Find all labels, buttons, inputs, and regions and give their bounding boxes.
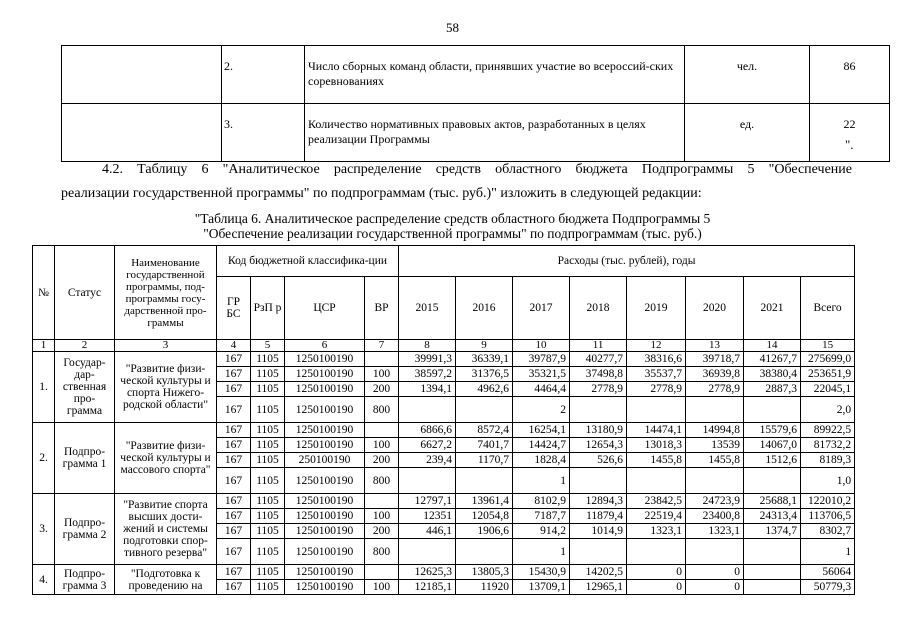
vr-code: 100	[365, 509, 399, 524]
year-amount: 0	[627, 580, 686, 595]
year-amount	[570, 397, 627, 423]
amendment-paragraph-line-2: реализации государственной программы" по подпрограммам (тыс. руб.)" изложить в следующей редакции:	[61, 186, 702, 201]
csr-code: 1250100190	[285, 367, 365, 382]
year-amount	[744, 565, 801, 580]
rzpr-code: 1105	[251, 438, 285, 453]
vr-code: 200	[365, 453, 399, 468]
total-amount: 2,0	[801, 397, 855, 423]
year-amount: 24313,4	[744, 509, 801, 524]
col-header-year: 2021	[744, 277, 801, 340]
indicator-unit: чел.	[685, 46, 810, 104]
year-amount: 239,4	[399, 453, 456, 468]
column-index: 14	[744, 340, 801, 352]
header-row	[33, 246, 855, 277]
year-amount: 12965,1	[570, 580, 627, 595]
grbs-code: 167	[217, 468, 251, 494]
grbs-code: 167	[217, 423, 251, 438]
year-amount: 41267,7	[744, 352, 801, 367]
total-amount: 56064	[801, 565, 855, 580]
year-amount: 12797,1	[399, 494, 456, 509]
csr-code: 1250100190	[285, 352, 365, 367]
csr-code: 1250100190	[285, 524, 365, 539]
column-index: 2	[55, 340, 115, 352]
year-amount	[744, 580, 801, 595]
year-amount: 914,2	[513, 524, 570, 539]
budget-distribution-table	[32, 245, 855, 595]
year-amount: 526,6	[570, 453, 627, 468]
csr-code: 1250100190	[285, 468, 365, 494]
column-index: 6	[285, 340, 365, 352]
year-amount: 7187,7	[513, 509, 570, 524]
rzpr-code: 1105	[251, 382, 285, 397]
grbs-code: 167	[217, 367, 251, 382]
col-header-num: №	[33, 246, 55, 340]
year-amount: 8572,4	[456, 423, 513, 438]
year-amount: 38597,2	[399, 367, 456, 382]
vr-code: 100	[365, 580, 399, 595]
year-amount: 13961,4	[456, 494, 513, 509]
year-amount: 12625,3	[399, 565, 456, 580]
year-amount: 16254,1	[513, 423, 570, 438]
indicator-unit: ед.	[685, 104, 810, 162]
total-amount: 8302,7	[801, 524, 855, 539]
grbs-code: 167	[217, 382, 251, 397]
year-amount: 14424,7	[513, 438, 570, 453]
row-number: 1.	[33, 352, 55, 423]
column-index-row	[33, 340, 855, 352]
vr-code: 800	[365, 397, 399, 423]
total-amount: 113706,5	[801, 509, 855, 524]
closing-quote: ".	[845, 137, 854, 152]
csr-code: 1250100190	[285, 565, 365, 580]
grbs-code: 167	[217, 494, 251, 509]
year-amount	[399, 539, 456, 565]
grbs-code: 167	[217, 352, 251, 367]
csr-code: 1250100190	[285, 423, 365, 438]
year-amount: 1	[513, 539, 570, 565]
csr-code: 1250100190	[285, 509, 365, 524]
year-amount: 12185,1	[399, 580, 456, 595]
year-amount: 8102,9	[513, 494, 570, 509]
rzpr-code: 1105	[251, 397, 285, 423]
total-amount: 275699,0	[801, 352, 855, 367]
rzpr-code: 1105	[251, 423, 285, 438]
rzpr-code: 1105	[251, 509, 285, 524]
vr-code	[365, 352, 399, 367]
total-amount: 81732,2	[801, 438, 855, 453]
year-amount: 15579,6	[744, 423, 801, 438]
col-header-year: 2016	[456, 277, 513, 340]
rzpr-code: 1105	[251, 524, 285, 539]
grbs-code: 167	[217, 509, 251, 524]
year-amount: 23842,5	[627, 494, 686, 509]
column-index: 5	[251, 340, 285, 352]
year-amount: 14202,5	[570, 565, 627, 580]
column-index: 11	[570, 340, 627, 352]
grbs-code: 167	[217, 438, 251, 453]
year-amount	[686, 539, 744, 565]
indicator-value: 86	[810, 46, 890, 104]
page-number: 58	[446, 20, 459, 35]
table-row	[62, 46, 890, 104]
total-amount: 122010,2	[801, 494, 855, 509]
year-amount: 7401,7	[456, 438, 513, 453]
year-amount: 38316,6	[627, 352, 686, 367]
csr-code: 1250100190	[285, 580, 365, 595]
indicator-text: Количество нормативных правовых актов, разработанных в целях реализации Программы	[305, 104, 685, 162]
year-amount	[570, 468, 627, 494]
year-amount: 13709,1	[513, 580, 570, 595]
total-amount: 89922,5	[801, 423, 855, 438]
year-amount: 4464,4	[513, 382, 570, 397]
col-header-total: Всего	[801, 277, 855, 340]
amendment-paragraph-line-1: 4.2. Таблицу 6 "Аналитическое распределение средств областного бюджета Подпрограммы 5 "Обеспечение	[102, 162, 852, 177]
year-amount: 14474,1	[627, 423, 686, 438]
year-amount	[627, 397, 686, 423]
year-amount	[686, 397, 744, 423]
year-amount	[456, 468, 513, 494]
year-amount: 25688,1	[744, 494, 801, 509]
program-name: "Развитие спорта высших дости-жений и системы подготовки спор-тивного резерва"	[115, 494, 217, 565]
year-amount: 35321,5	[513, 367, 570, 382]
total-amount: 22045,1	[801, 382, 855, 397]
year-amount: 6866,6	[399, 423, 456, 438]
col-header-expenses: Расходы (тыс. рублей), годы	[399, 246, 855, 277]
year-amount: 2778,9	[627, 382, 686, 397]
vr-code	[365, 423, 399, 438]
year-amount: 39718,7	[686, 352, 744, 367]
column-index: 1	[33, 340, 55, 352]
grbs-code: 167	[217, 580, 251, 595]
year-amount: 1455,8	[686, 453, 744, 468]
year-amount: 13018,3	[627, 438, 686, 453]
year-amount: 36939,8	[686, 367, 744, 382]
year-amount: 36339,1	[456, 352, 513, 367]
year-amount: 39787,9	[513, 352, 570, 367]
column-index: 3	[115, 340, 217, 352]
year-amount	[456, 397, 513, 423]
total-amount: 1,0	[801, 468, 855, 494]
column-index: 10	[513, 340, 570, 352]
vr-code: 100	[365, 438, 399, 453]
column-index: 8	[399, 340, 456, 352]
col-header-name: Наименование государственной программы, под-программы госу-дарственной про-граммы	[115, 246, 217, 340]
year-amount: 35537,7	[627, 367, 686, 382]
year-amount	[456, 539, 513, 565]
year-amount: 2778,9	[570, 382, 627, 397]
year-amount: 12894,3	[570, 494, 627, 509]
row-number: 3.	[222, 104, 305, 162]
year-amount: 13539	[686, 438, 744, 453]
column-index: 7	[365, 340, 399, 352]
year-amount: 24723,9	[686, 494, 744, 509]
vr-code: 800	[365, 539, 399, 565]
year-amount: 6627,2	[399, 438, 456, 453]
year-amount: 1323,1	[686, 524, 744, 539]
year-amount: 12351	[399, 509, 456, 524]
rzpr-code: 1105	[251, 352, 285, 367]
year-amount: 15430,9	[513, 565, 570, 580]
rzpr-code: 1105	[251, 468, 285, 494]
program-name: "Развитие физи-ческой культуры и спорта Нижего-родской области"	[115, 352, 217, 423]
indicator-text: Число сборных команд области, принявших участие во всероссий-ских соревнованиях	[305, 46, 685, 104]
indicators-table-fragment	[61, 45, 890, 162]
blank-cell	[62, 104, 222, 162]
year-amount: 4962,6	[456, 382, 513, 397]
csr-code: 1250100190	[285, 438, 365, 453]
year-amount: 11920	[456, 580, 513, 595]
indicator-value: 22	[810, 104, 890, 162]
table-caption-line-1: "Таблица 6. Аналитическое распределение средств областного бюджета Подпрограммы 5	[194, 211, 711, 226]
program-status: Подпро-грамма 3	[55, 565, 115, 595]
year-amount: 1374,7	[744, 524, 801, 539]
col-header-csr: ЦСР	[285, 277, 365, 340]
col-header-grbs: ГР БС	[217, 277, 251, 340]
year-amount: 1323,1	[627, 524, 686, 539]
csr-code: 250100190	[285, 453, 365, 468]
row-number: 2.	[33, 423, 55, 494]
col-header-year: 2015	[399, 277, 456, 340]
rzpr-code: 1105	[251, 580, 285, 595]
year-amount	[627, 468, 686, 494]
rzpr-code: 1105	[251, 539, 285, 565]
year-amount: 0	[627, 565, 686, 580]
program-name: "Развитие физи-ческой культуры и массового спорта"	[115, 423, 217, 494]
year-amount: 14067,0	[744, 438, 801, 453]
total-amount: 8189,3	[801, 453, 855, 468]
col-header-year: 2017	[513, 277, 570, 340]
vr-code: 200	[365, 524, 399, 539]
year-amount: 1828,4	[513, 453, 570, 468]
csr-code: 1250100190	[285, 494, 365, 509]
year-amount	[744, 468, 801, 494]
year-amount: 38380,4	[744, 367, 801, 382]
col-header-status: Статус	[55, 246, 115, 340]
csr-code: 1250100190	[285, 382, 365, 397]
row-number: 3.	[33, 494, 55, 565]
table-row	[33, 352, 855, 367]
year-amount: 13805,3	[456, 565, 513, 580]
program-status: Подпро-грамма 1	[55, 423, 115, 494]
table-row	[33, 423, 855, 438]
year-amount: 14994,8	[686, 423, 744, 438]
col-header-vr: ВР	[365, 277, 399, 340]
grbs-code: 167	[217, 539, 251, 565]
rzpr-code: 1105	[251, 367, 285, 382]
year-amount	[744, 539, 801, 565]
year-amount: 1455,8	[627, 453, 686, 468]
year-amount: 1394,1	[399, 382, 456, 397]
col-header-rzpr: РзП р	[251, 277, 285, 340]
total-amount: 1	[801, 539, 855, 565]
year-amount: 446,1	[399, 524, 456, 539]
year-amount: 40277,7	[570, 352, 627, 367]
year-amount: 39991,3	[399, 352, 456, 367]
table-row	[33, 494, 855, 509]
vr-code: 200	[365, 382, 399, 397]
year-amount: 13180,9	[570, 423, 627, 438]
grbs-code: 167	[217, 524, 251, 539]
year-amount: 11879,4	[570, 509, 627, 524]
column-index: 15	[801, 340, 855, 352]
year-amount	[744, 397, 801, 423]
grbs-code: 167	[217, 397, 251, 423]
year-amount	[570, 539, 627, 565]
grbs-code: 167	[217, 453, 251, 468]
vr-code	[365, 494, 399, 509]
table-caption-line-2: "Обеспечение реализации государственной программы" по подпрограммам (тыс. руб.)	[203, 226, 702, 241]
year-amount: 1906,6	[456, 524, 513, 539]
year-amount: 1512,6	[744, 453, 801, 468]
year-amount: 0	[686, 565, 744, 580]
grbs-code: 167	[217, 565, 251, 580]
vr-code: 800	[365, 468, 399, 494]
year-amount: 1	[513, 468, 570, 494]
vr-code: 100	[365, 367, 399, 382]
csr-code: 1250100190	[285, 539, 365, 565]
total-amount: 253651,9	[801, 367, 855, 382]
program-status: Подпро-грамма 2	[55, 494, 115, 565]
row-number: 4.	[33, 565, 55, 595]
year-amount	[686, 468, 744, 494]
year-amount: 1014,9	[570, 524, 627, 539]
year-amount: 22519,4	[627, 509, 686, 524]
year-amount	[627, 539, 686, 565]
year-amount	[399, 468, 456, 494]
program-name: "Подготовка к проведению на	[115, 565, 217, 595]
row-number: 2.	[222, 46, 305, 104]
column-index: 13	[686, 340, 744, 352]
year-amount: 0	[686, 580, 744, 595]
year-amount: 12054,8	[456, 509, 513, 524]
table-row	[62, 104, 890, 162]
column-index: 12	[627, 340, 686, 352]
csr-code: 1250100190	[285, 397, 365, 423]
rzpr-code: 1105	[251, 494, 285, 509]
year-amount: 2778,9	[686, 382, 744, 397]
total-amount: 50779,3	[801, 580, 855, 595]
table-row	[33, 565, 855, 580]
col-header-year: 2020	[686, 277, 744, 340]
year-amount: 2887,3	[744, 382, 801, 397]
column-index: 9	[456, 340, 513, 352]
year-amount: 12654,3	[570, 438, 627, 453]
year-amount: 37498,8	[570, 367, 627, 382]
year-amount	[399, 397, 456, 423]
col-header-year: 2019	[627, 277, 686, 340]
year-amount: 31376,5	[456, 367, 513, 382]
column-index: 4	[217, 340, 251, 352]
year-amount: 2	[513, 397, 570, 423]
rzpr-code: 1105	[251, 453, 285, 468]
year-amount: 23400,8	[686, 509, 744, 524]
rzpr-code: 1105	[251, 565, 285, 580]
col-header-year: 2018	[570, 277, 627, 340]
col-header-budget-code: Код бюджетной классифика-ции	[217, 246, 399, 277]
year-amount: 1170,7	[456, 453, 513, 468]
blank-cell	[62, 46, 222, 104]
program-status: Государ-дар-ственная про-грамма	[55, 352, 115, 423]
vr-code	[365, 565, 399, 580]
